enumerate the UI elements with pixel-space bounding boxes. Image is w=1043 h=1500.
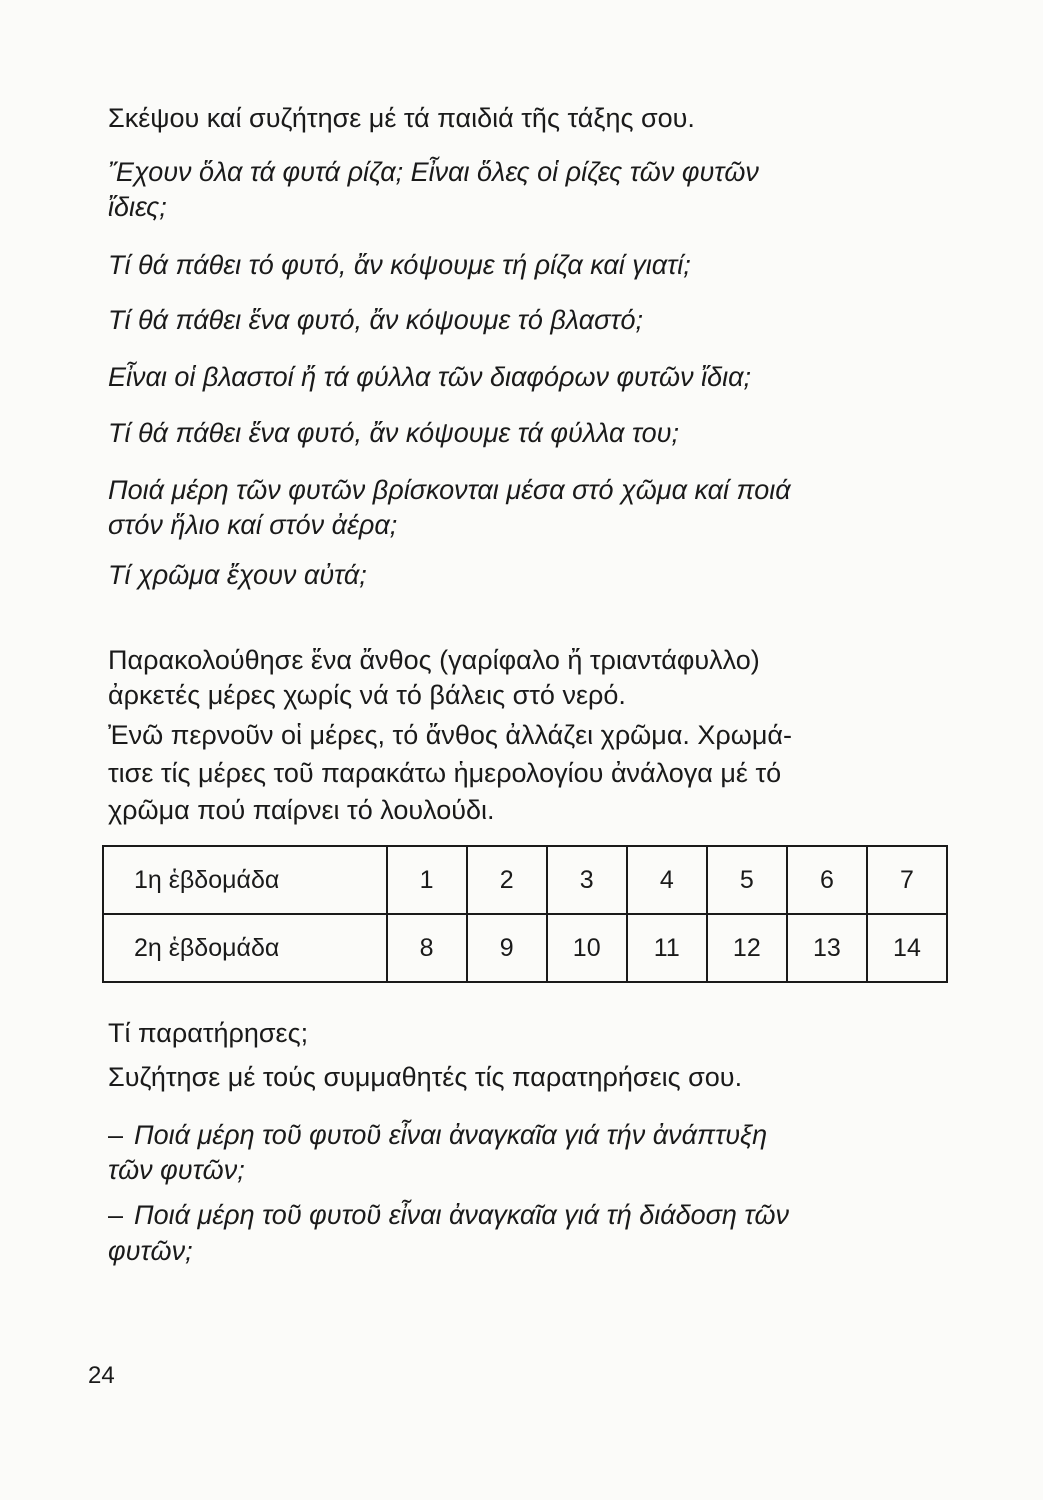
- dash-marker: –: [108, 1120, 124, 1150]
- final-question-line: [108, 1120, 968, 1150]
- day-cell[interactable]: 8: [387, 914, 467, 982]
- day-cell[interactable]: 10: [547, 914, 627, 982]
- week-label: 2η ἑβδομάδα: [103, 914, 387, 982]
- final-question-line: [108, 1200, 968, 1230]
- table-row: [103, 914, 947, 982]
- day-cell[interactable]: 7: [867, 846, 947, 914]
- calendar-table: [102, 845, 948, 983]
- table-row: [103, 846, 947, 914]
- day-cell[interactable]: 5: [707, 846, 787, 914]
- question-line: Τί χρῶμα ἔχουν αὐτά;: [108, 560, 367, 590]
- activity-line: Ἐνῶ περνοῦν οἱ μέρες, τό ἄνθος ἀλλάζει χρῶμα. Χρωμά-: [108, 720, 793, 750]
- week-label: 1η ἑβδομάδα: [103, 846, 387, 914]
- day-cell[interactable]: 9: [467, 914, 547, 982]
- day-cell[interactable]: 12: [707, 914, 787, 982]
- question-line: Ἔχουν ὅλα τά φυτά ρίζα; Εἶναι ὅλες οἱ ρίζες τῶν φυτῶν: [108, 157, 759, 187]
- dash-marker: –: [108, 1200, 124, 1230]
- observation-question: Τί παρατήρησες;: [108, 1018, 309, 1048]
- final-question-line: τῶν φυτῶν;: [108, 1155, 245, 1185]
- day-cell[interactable]: 13: [787, 914, 867, 982]
- final-question-text: Ποιά μέρη τοῦ φυτοῦ εἶναι ἀναγκαῖα γιά τή διάδοση τῶν: [134, 1200, 790, 1230]
- question-line: στόν ἥλιο καί στόν ἀέρα;: [108, 510, 398, 540]
- page-number: 24: [88, 1362, 115, 1389]
- question-line: Τί θά πάθει ἕνα φυτό, ἄν κόψουμε τό βλαστό;: [108, 305, 643, 335]
- question-line: Τί θά πάθει τό φυτό, ἄν κόψουμε τή ρίζα καί γιατί;: [108, 250, 691, 280]
- question-line: Ποιά μέρη τῶν φυτῶν βρίσκονται μέσα στό χῶμα καί ποιά: [108, 475, 791, 505]
- activity-line: τισε τίς μέρες τοῦ παρακάτω ἡμερολογίου ἀνάλογα μέ τό: [108, 758, 782, 788]
- final-question-line: φυτῶν;: [108, 1236, 193, 1266]
- question-line: ἴδιες;: [108, 192, 167, 222]
- day-cell[interactable]: 3: [547, 846, 627, 914]
- day-cell[interactable]: 1: [387, 846, 467, 914]
- activity-line: Παρακολούθησε ἕνα ἄνθος (γαρίφαλο ἤ τριαντάφυλλο): [108, 645, 760, 675]
- question-line: Τί θά πάθει ἕνα φυτό, ἄν κόψουμε τά φύλλα του;: [108, 418, 679, 448]
- day-cell[interactable]: 6: [787, 846, 867, 914]
- day-cell[interactable]: 2: [467, 846, 547, 914]
- discussion-line: Συζήτησε μέ τούς συμμαθητές τίς παρατηρήσεις σου.: [108, 1062, 743, 1092]
- final-question-text: Ποιά μέρη τοῦ φυτοῦ εἶναι ἀναγκαῖα γιά τήν ἀνάπτυξη: [134, 1120, 768, 1150]
- day-cell[interactable]: 4: [627, 846, 707, 914]
- day-cell[interactable]: 14: [867, 914, 947, 982]
- activity-line: χρῶμα πού παίρνει τό λουλούδι.: [108, 795, 495, 825]
- intro-text: Σκέψου καί συζήτησε μέ τά παιδιά τῆς τάξης σου.: [108, 103, 695, 133]
- question-line: Εἶναι οἱ βλαστοί ἤ τά φύλλα τῶν διαφόρων φυτῶν ἴδια;: [108, 362, 751, 392]
- day-cell[interactable]: 11: [627, 914, 707, 982]
- activity-line: ἀρκετές μέρες χωρίς νά τό βάλεις στό νερό.: [108, 680, 626, 710]
